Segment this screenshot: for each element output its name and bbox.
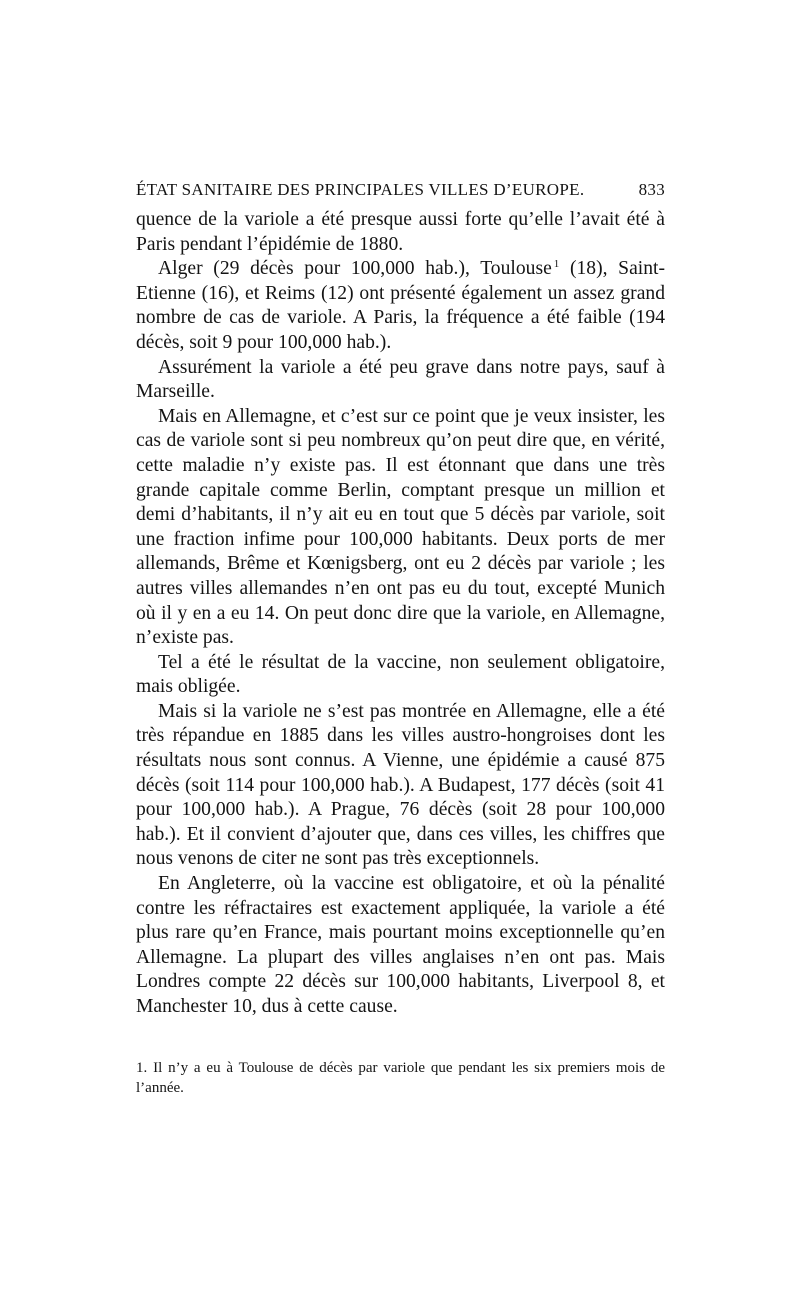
running-title: ÉTAT SANITAIRE DES PRINCIPALES VILLES D’EUROPE. xyxy=(136,180,585,199)
paragraph-vaccine-result: Tel a été le résultat de la vaccine, non seulement obligatoire, mais obligée. xyxy=(136,651,665,698)
paragraph-austria-hungary: Mais si la variole ne s’est pas montrée en Allemagne, elle a été très répandue en 1885 dans les villes austro-hongroises dont les résultats nous sont connus. A Vienne, une épidémie a causé 875 décès (soit 114 pour 100,000 hab.). A Budapest, 177 décès (soit 41 pour 100,000 hab.). A Prague, 76 décès (soit 28 pour 100,000 hab.). Et il convient d’ajouter que, dans ces villes, les chiffres que nous venons de citer ne sont pas très exceptionnels. xyxy=(136,700,665,870)
page-number: 833 xyxy=(638,180,665,199)
footnote-reference[interactable]: 1 xyxy=(553,257,560,270)
body-text xyxy=(136,208,665,1020)
book-page xyxy=(136,180,665,1098)
paragraph-continuation: quence de la variole a été presque aussi forte qu’elle l’avait été à Paris pendant l’épidémie de 1880. xyxy=(136,209,665,255)
running-header xyxy=(136,180,665,200)
paragraph-text: (18), Saint-Etienne (16), et Reims (12) ont présenté également un assez grand nombre de cas de variole. A Paris, la fréquence a été faible (194 décès, soit 9 pour 100,000 hab.). xyxy=(136,258,665,353)
paragraph-angleterre: En Angleterre, où la vaccine est obligatoire, et où la pénalité contre les réfractaires est exactement appliquée, la variole a été plus rare qu’en France, mais pourtant moins exceptionnelle qu’en Allemagne. La plupart des villes anglaises n’en ont pas. Mais Londres compte 22 décès sur 100,000 habitants, Liverpool 8, et Manchester 10, dus à cette cause. xyxy=(136,873,665,1017)
paragraph-text: Alger (29 décès pour 100,000 hab.), Toulouse xyxy=(158,258,552,280)
footnote: 1. Il n’y a eu à Toulouse de décès par variole que pendant les six premiers mois de l’année. xyxy=(136,1059,665,1096)
paragraph-allemagne: Mais en Allemagne, et c’est sur ce point que je veux insister, les cas de variole sont si peu nombreux qu’on peut dire que, en vérité, cette maladie n’y existe pas. Il est étonnant que dans une très grande capitale comme Berlin, comptant presque un million et demi d’habitants, il n’y ait eu en tout que 5 décès par variole, soit une fraction infime pour 100,000 habitants. Deux ports de mer allemands, Brême et Kœnigsberg, ont eu 2 décès par variole ; les autres villes allemandes n’en ont pas eu du tout, excepté Munich où il y en a eu 14. On peut donc dire que la variole, en Allemagne, n’existe pas. xyxy=(136,405,665,649)
paragraph-alger-toulouse xyxy=(136,257,665,355)
paragraph-marseille: Assurément la variole a été peu grave dans notre pays, sauf à Marseille. xyxy=(136,356,665,403)
